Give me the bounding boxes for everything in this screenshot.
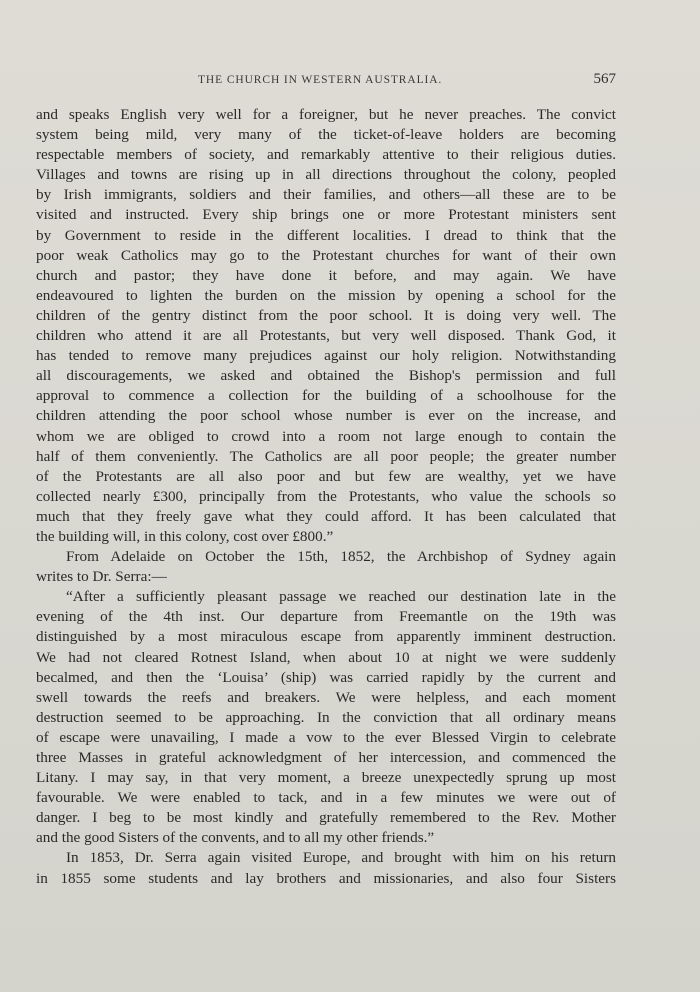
page-number: 567	[593, 71, 616, 87]
text-line: system being mild, very many of the ticket-of-leave holders are becoming	[36, 126, 616, 144]
text-line: favourable. We were enabled to tack, and in a few minutes we were out of	[36, 789, 616, 807]
text-line: Litany. I may say, in that very moment, a breeze unexpectedly sprung up most	[36, 769, 616, 787]
running-title: THE CHURCH IN WESTERN AUSTRALIA.	[198, 74, 443, 86]
text-line: writes to Dr. Serra:—	[36, 568, 167, 586]
page-header	[36, 72, 616, 92]
text-line: the building will, in this colony, cost over £800.”	[36, 527, 334, 545]
text-line: children who attend it are all Protestants, but very well disposed. Thank God, it	[36, 327, 616, 345]
text-line: children attending the poor school whose number is ever on the increase, and	[36, 407, 616, 425]
text-line: by Government to reside in the different localities. I dread to think that the	[36, 226, 616, 244]
text-line: In 1853, Dr. Serra again visited Europe, and brought with him on his return	[66, 849, 616, 867]
text-line: danger. I beg to be most kindly and gratefully remembered to the Rev. Mother	[36, 809, 616, 827]
text-line: swell towards the reefs and breakers. We were helpless, and each moment	[36, 688, 616, 706]
text-line: whom we are obliged to crowd into a room not large enough to contain the	[36, 427, 616, 445]
text-line: children of the gentry distinct from the poor school. It is doing very well. The	[36, 306, 616, 324]
text-line: much that they freely gave what they could afford. It has been calculated that	[36, 507, 616, 525]
text-line: collected nearly £300, principally from the Protestants, who value the schools so	[36, 487, 616, 505]
text-line: From Adelaide on October the 15th, 1852, the Archbishop of Sydney again	[66, 548, 616, 566]
text-line: visited and instructed. Every ship brings one or more Protestant ministers sent	[36, 206, 616, 224]
text-line: poor weak Catholics may go to the Protestant churches for want of their own	[36, 246, 616, 264]
text-line: destruction seemed to be approaching. In the conviction that all ordinary means	[36, 708, 616, 726]
text-line: endeavoured to lighten the burden on the mission by opening a school for the	[36, 286, 616, 304]
text-line: approval to commence a collection for the building of a schoolhouse for the	[36, 387, 616, 405]
text-line: in 1855 some students and lay brothers and missionaries, and also four Sisters	[36, 869, 616, 887]
text-line: We had not cleared Rotnest Island, when about 10 at night we were suddenly	[36, 648, 616, 666]
text-line: three Masses in grateful acknowledgment of her intercession, and commenced the	[36, 749, 616, 766]
text-line: respectable members of society, and remarkably attentive to their religious duties.	[36, 146, 616, 164]
text-line: church and pastor; they have done it before, and may again. We have	[36, 266, 616, 284]
text-line: “After a sufficiently pleasant passage we reached our destination late in the	[66, 588, 616, 606]
text-line: Villages and towns are rising up in all directions throughout the colony, peopled	[36, 166, 616, 184]
text-line: of escape were unavailing, I made a vow to the ever Blessed Virgin to celebrate	[36, 728, 616, 746]
text-line: half of them conveniently. The Catholics are all poor people; the greater number	[36, 447, 616, 465]
text-line: and speaks English very well for a foreigner, but he never preaches. The convict	[36, 106, 616, 123]
text-line: becalmed, and then the ‘Louisa’ (ship) was carried rapidly by the current and	[36, 668, 616, 686]
text-line: distinguished by a most miraculous escape from apparently imminent destruction.	[36, 628, 616, 646]
text-line: by Irish immigrants, soldiers and their families, and others—all these are to be	[36, 186, 616, 204]
text-line: of the Protestants are all also poor and but few are wealthy, yet we have	[36, 467, 616, 485]
body-text	[36, 105, 616, 889]
text-line: all discouragements, we asked and obtained the Bishop's permission and full	[36, 367, 616, 385]
text-line: has tended to remove many prejudices against our holy religion. Notwithstanding	[36, 347, 616, 365]
text-line: evening of the 4th inst. Our departure from Freemantle on the 19th was	[36, 608, 616, 626]
text-line: and the good Sisters of the convents, and to all my other friends.”	[36, 829, 435, 847]
